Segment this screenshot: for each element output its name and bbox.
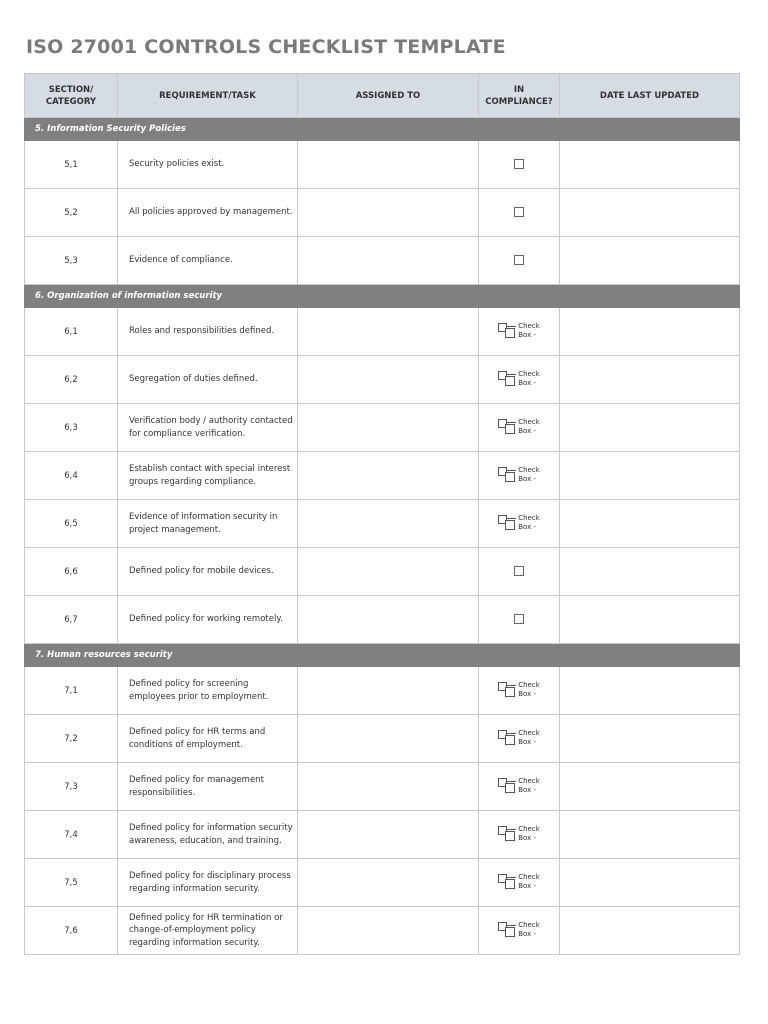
date-last-updated-cell[interactable] (560, 452, 740, 500)
checkbox-icon (498, 826, 516, 842)
assigned-to-cell[interactable] (298, 596, 479, 644)
compliance-cell (479, 356, 560, 404)
date-last-updated-cell[interactable] (560, 404, 740, 452)
section-header-row (25, 644, 740, 667)
date-last-updated-cell[interactable] (560, 189, 740, 237)
compliance-cell (479, 189, 560, 237)
compliance-cell (479, 859, 560, 907)
page-title: ISO 27001 CONTROLS CHECKLIST TEMPLATE (26, 36, 506, 58)
checklist-table (24, 73, 740, 955)
compliance-checkbox-control[interactable] (498, 776, 540, 796)
date-last-updated-cell[interactable] (560, 811, 740, 859)
section-number: 6,5 (25, 500, 118, 548)
assigned-to-cell[interactable] (298, 763, 479, 811)
section-title: 7. Human resources security (25, 644, 740, 667)
checkbox-label: Check Box - (518, 370, 540, 387)
assigned-to-cell[interactable] (298, 452, 479, 500)
compliance-cell (479, 452, 560, 500)
checkbox-label: Check Box - (518, 921, 540, 938)
date-last-updated-cell[interactable] (560, 596, 740, 644)
section-number: 6,7 (25, 596, 118, 644)
date-last-updated-cell[interactable] (560, 237, 740, 285)
compliance-cell (479, 596, 560, 644)
assigned-to-cell[interactable] (298, 548, 479, 596)
checkbox-icon (498, 371, 516, 387)
compliance-checkbox-control[interactable] (498, 680, 540, 700)
requirement-text: Defined policy for disciplinary process regarding information security. (118, 859, 298, 907)
assigned-to-cell[interactable] (298, 237, 479, 285)
checkbox-icon (498, 730, 516, 746)
table-row (25, 715, 740, 763)
compliance-checkbox-control[interactable] (498, 728, 540, 748)
section-number: 6,1 (25, 308, 118, 356)
date-last-updated-cell[interactable] (560, 859, 740, 907)
compliance-cell (479, 715, 560, 763)
assigned-to-cell[interactable] (298, 356, 479, 404)
requirement-text: Defined policy for information security awareness, education, and training. (118, 811, 298, 859)
compliance-cell (479, 548, 560, 596)
requirement-text: Defined policy for screening employees prior to employment. (118, 667, 298, 715)
date-last-updated-cell[interactable] (560, 548, 740, 596)
compliance-cell (479, 308, 560, 356)
assigned-to-cell[interactable] (298, 859, 479, 907)
requirement-text: Evidence of compliance. (118, 237, 298, 285)
compliance-checkbox-control[interactable] (498, 920, 540, 940)
requirement-text: Security policies exist. (118, 141, 298, 189)
date-last-updated-cell[interactable] (560, 141, 740, 189)
assigned-to-cell[interactable] (298, 811, 479, 859)
checkbox-label: Check Box - (518, 681, 540, 698)
checkbox-label: Check Box - (518, 729, 540, 746)
section-number: 7,2 (25, 715, 118, 763)
checkbox-label: Check Box - (518, 322, 540, 339)
section-number: 6,4 (25, 452, 118, 500)
compliance-checkbox[interactable] (514, 566, 524, 576)
section-number: 6,6 (25, 548, 118, 596)
table-row (25, 308, 740, 356)
assigned-to-cell[interactable] (298, 141, 479, 189)
compliance-checkbox-control[interactable] (498, 513, 540, 533)
compliance-cell (479, 763, 560, 811)
compliance-checkbox-control[interactable] (498, 321, 540, 341)
header-requirement: REQUIREMENT/TASK (118, 74, 298, 118)
compliance-checkbox[interactable] (514, 255, 524, 265)
assigned-to-cell[interactable] (298, 667, 479, 715)
header-date: DATE LAST UPDATED (560, 74, 740, 118)
requirement-text: Segregation of duties defined. (118, 356, 298, 404)
requirement-text: All policies approved by management. (118, 189, 298, 237)
assigned-to-cell[interactable] (298, 907, 479, 955)
section-number: 5,1 (25, 141, 118, 189)
date-last-updated-cell[interactable] (560, 715, 740, 763)
checkbox-label: Check Box - (518, 418, 540, 435)
date-last-updated-cell[interactable] (560, 763, 740, 811)
section-title: 5. Information Security Policies (25, 118, 740, 141)
table-row (25, 811, 740, 859)
requirement-text: Defined policy for working remotely. (118, 596, 298, 644)
table-row (25, 452, 740, 500)
checkbox-icon (498, 419, 516, 435)
header-compliance: IN COMPLIANCE? (479, 74, 560, 118)
requirement-text: Defined policy for mobile devices. (118, 548, 298, 596)
table-row (25, 189, 740, 237)
compliance-checkbox[interactable] (514, 159, 524, 169)
date-last-updated-cell[interactable] (560, 356, 740, 404)
requirement-text: Establish contact with special interest groups regarding compliance. (118, 452, 298, 500)
table-row (25, 907, 740, 955)
checkbox-icon (498, 778, 516, 794)
section-number: 7,6 (25, 907, 118, 955)
section-number: 7,5 (25, 859, 118, 907)
compliance-cell (479, 811, 560, 859)
table-row (25, 548, 740, 596)
assigned-to-cell[interactable] (298, 308, 479, 356)
section-number: 6,2 (25, 356, 118, 404)
assigned-to-cell[interactable] (298, 189, 479, 237)
compliance-checkbox-control[interactable] (498, 872, 540, 892)
table-body (25, 118, 740, 955)
compliance-checkbox-control[interactable] (498, 369, 540, 389)
table-row (25, 404, 740, 452)
checkbox-icon (498, 682, 516, 698)
header-section: SECTION/ CATEGORY (25, 74, 118, 118)
checkbox-icon (498, 874, 516, 890)
table-row (25, 596, 740, 644)
assigned-to-cell[interactable] (298, 500, 479, 548)
requirement-text: Defined policy for management responsibilities. (118, 763, 298, 811)
checkbox-label: Check Box - (518, 514, 540, 531)
checkbox-icon (498, 467, 516, 483)
section-number: 7,1 (25, 667, 118, 715)
compliance-cell (479, 500, 560, 548)
section-number: 5,2 (25, 189, 118, 237)
compliance-cell (479, 907, 560, 955)
compliance-checkbox[interactable] (514, 614, 524, 624)
table-row (25, 500, 740, 548)
compliance-checkbox-control[interactable] (498, 417, 540, 437)
requirement-text: Roles and responsibilities defined. (118, 308, 298, 356)
compliance-cell (479, 667, 560, 715)
table-row (25, 667, 740, 715)
checkbox-icon (498, 515, 516, 531)
compliance-cell (479, 237, 560, 285)
section-header-row (25, 118, 740, 141)
date-last-updated-cell[interactable] (560, 308, 740, 356)
assigned-to-cell[interactable] (298, 715, 479, 763)
checkbox-label: Check Box - (518, 466, 540, 483)
table-row (25, 141, 740, 189)
date-last-updated-cell[interactable] (560, 500, 740, 548)
checkbox-label: Check Box - (518, 825, 540, 842)
compliance-cell (479, 141, 560, 189)
date-last-updated-cell[interactable] (560, 667, 740, 715)
section-number: 7,4 (25, 811, 118, 859)
table-row (25, 859, 740, 907)
requirement-text: Evidence of information security in project management. (118, 500, 298, 548)
compliance-checkbox[interactable] (514, 207, 524, 217)
requirement-text: Verification body / authority contacted for compliance verification. (118, 404, 298, 452)
date-last-updated-cell[interactable] (560, 907, 740, 955)
section-number: 6,3 (25, 404, 118, 452)
checkbox-icon (498, 323, 516, 339)
requirement-text: Defined policy for HR termination or change-of-employment policy regarding information security. (118, 907, 298, 955)
section-header-row (25, 285, 740, 308)
section-number: 7,3 (25, 763, 118, 811)
compliance-checkbox-control[interactable] (498, 465, 540, 485)
requirement-text: Defined policy for HR terms and conditions of employment. (118, 715, 298, 763)
header-row (25, 74, 740, 118)
table-row (25, 356, 740, 404)
section-number: 5,3 (25, 237, 118, 285)
table-row (25, 237, 740, 285)
assigned-to-cell[interactable] (298, 404, 479, 452)
compliance-checkbox-control[interactable] (498, 824, 540, 844)
header-assigned: ASSIGNED TO (298, 74, 479, 118)
section-title: 6. Organization of information security (25, 285, 740, 308)
compliance-cell (479, 404, 560, 452)
checkbox-label: Check Box - (518, 777, 540, 794)
table-row (25, 763, 740, 811)
checkbox-icon (498, 922, 516, 938)
checkbox-label: Check Box - (518, 873, 540, 890)
